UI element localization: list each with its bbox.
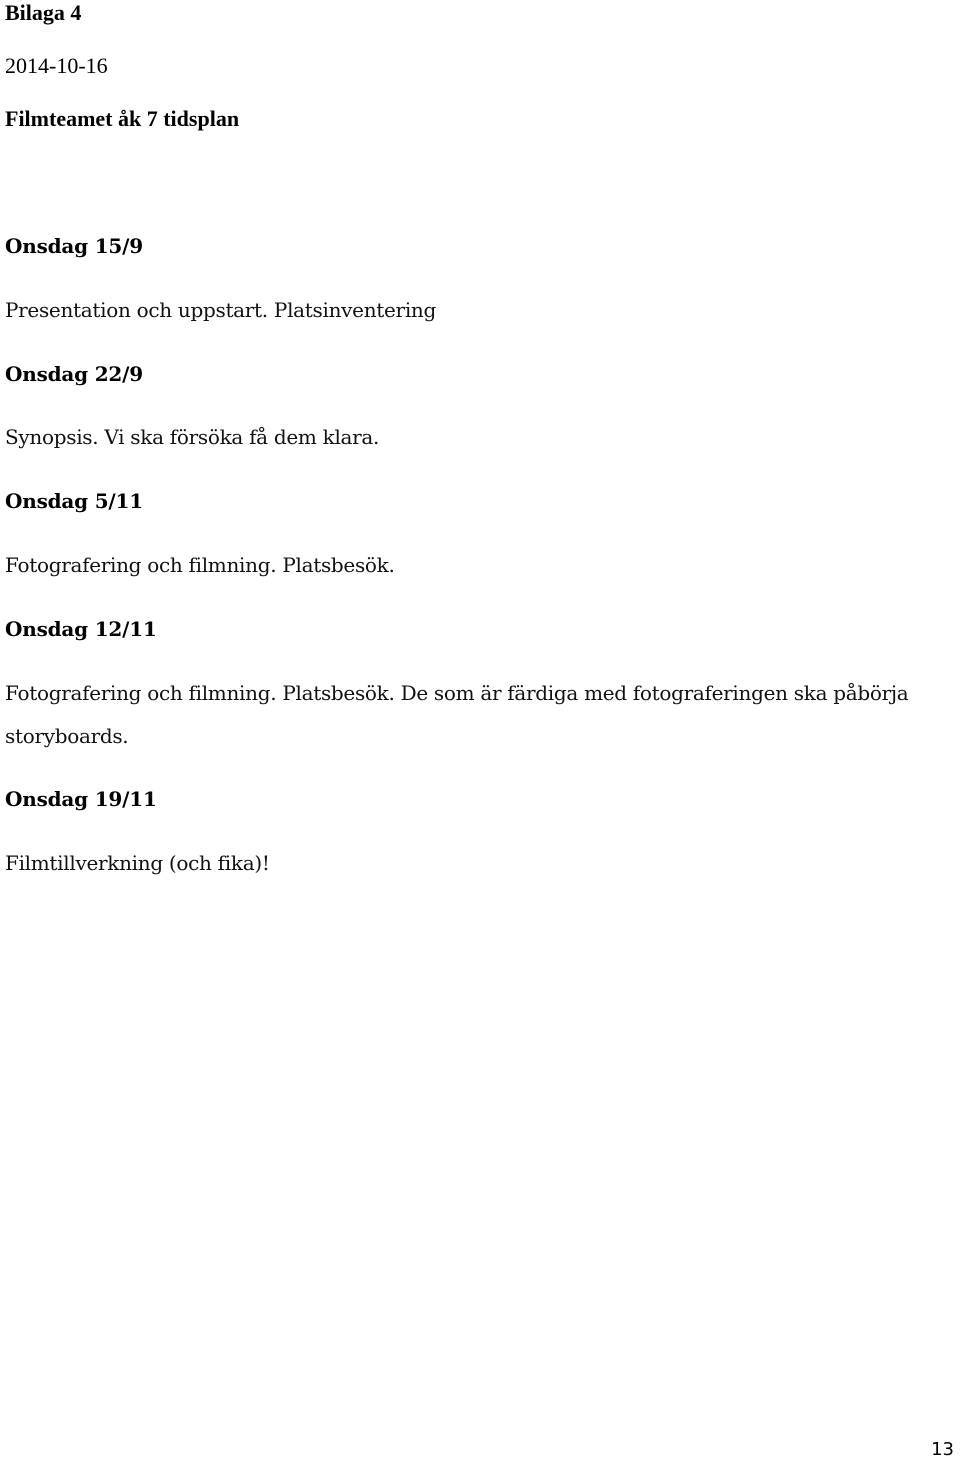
appendix-label: Bilaga 4 — [5, 0, 82, 25]
page-number: 13 — [931, 1439, 954, 1460]
entry-heading: Onsdag 22/9 — [5, 362, 143, 386]
entry-text: Fotografering och filmning. Platsbesök. — [5, 553, 395, 577]
document-title: Filmteamet åk 7 tidsplan — [5, 106, 240, 131]
entry-heading: Onsdag 5/11 — [5, 489, 143, 513]
entry-heading: Onsdag 19/11 — [5, 787, 157, 811]
entry-heading: Onsdag 15/9 — [5, 234, 143, 258]
entry-text: Presentation och uppstart. Platsinventering — [5, 298, 436, 322]
entry-text: Synopsis. Vi ska försöka få dem klara. — [5, 425, 380, 449]
entry-heading: Onsdag 12/11 — [5, 617, 157, 641]
entry-text: Fotografering och filmning. Platsbesök. De som är färdiga med fotograferingen ska påbörja storyboards. — [5, 681, 909, 748]
entry-text: Filmtillverkning (och fika)! — [5, 851, 270, 875]
document-date: 2014-10-16 — [5, 53, 108, 78]
